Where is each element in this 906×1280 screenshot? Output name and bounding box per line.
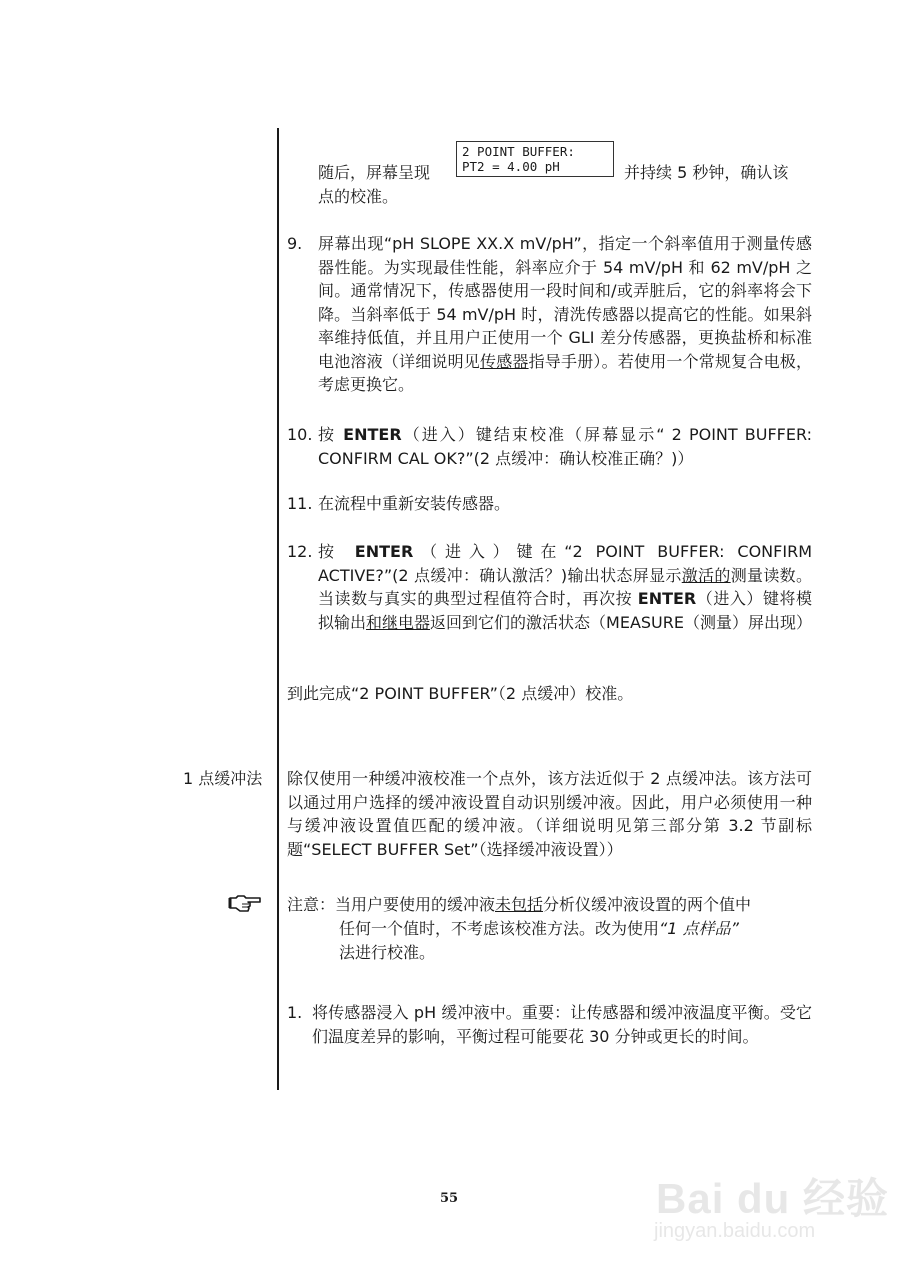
step11-number: 11. [287, 494, 313, 513]
step10-number: 10. [287, 425, 313, 444]
step12-part3: 测量读数。当读数与真实的典型过程值符合时，再次按 [318, 565, 812, 608]
watermark-brand: Bai du 经验 [656, 1175, 890, 1222]
step12-text [318, 540, 812, 634]
note-underline: 未包括 [495, 895, 544, 914]
note-part3: 任何一个值时，不考虑该校准方法。改为使用 [339, 919, 660, 938]
step10-enter-key: ENTER [343, 425, 402, 444]
lcd-line-1: 2 POINT BUFFER: [462, 144, 575, 159]
step12-number: 12. [287, 542, 313, 561]
note-part1: 注意：当用户要使用的缓冲液 [287, 895, 496, 914]
step12-underline-2: 和继电器 [366, 612, 431, 632]
note-italic: “1 点样品” [659, 919, 739, 938]
section-body: 除仅使用一种缓冲液校准一个点外，该方法近似于 2 点缓冲法。该方法可以通过用户选择的缓冲液设置自动识别缓冲液。因此，用户必须使用一种与缓冲液设置值匹配的缓冲液。（详细说明见第三部分第 3.2 节副标题“SELECT BUFFER Set”（选择缓冲液设置）） [287, 769, 812, 859]
step9-part2: 指导手册）。若使用一个常规复合电极，考虑更换它。 [318, 351, 812, 394]
step11-text: 在流程中重新安装传感器。 [318, 494, 511, 513]
step9-part1: 屏幕出现“pH SLOPE XX.X mV/pH”，指定一个斜率值用于测量传感器性能。为实现最佳性能，斜率应介于 54 mV/pH 和 62 mV/pH 之间。通常情况下，传感器使用一段时间和/或弄脏后，它的斜率将会下降。当斜率低于 54 mV/pH 时，清洗传感器以提高它的性能。如果斜率维持低值，并且用户正使用一个 GLI 差分传感器，更换盐桥和标准电池溶液（详细说明见 [318, 234, 812, 371]
step9-underline: 传感器 [480, 351, 529, 371]
step12-part1: 按 [318, 542, 355, 561]
step12-part5: 返回到它们的激活状态（MEASURE（测量）屏出现） [430, 612, 812, 632]
step8-suffix: 并持续 5 秒钟，确认该 [624, 163, 789, 182]
note-line-3: 法进行校准。 [339, 943, 436, 962]
step1-text: 将传感器浸入 pH 缓冲液中。重要：让传感器和缓冲液温度平衡。受它们温度差异的影响，平衡过程可能要花 30 分钟或更长的时间。 [312, 1003, 812, 1046]
watermark-url: jingyan.baidu.com [654, 1220, 816, 1242]
lcd-display [456, 141, 614, 177]
note-part2: 分析仪缓冲液设置的两个值中 [543, 895, 752, 914]
step9-number: 9. [287, 234, 303, 253]
step12-part4: （进入）键将模拟输出 [318, 589, 812, 632]
page-number: 55 [440, 1191, 459, 1206]
step10-text [318, 423, 812, 470]
margin-rule [277, 128, 279, 1090]
note-line-2 [339, 917, 812, 941]
step12-enter-key-1: ENTER [354, 542, 414, 561]
step8-prefix: 随后，屏幕呈现 [318, 163, 431, 182]
step10-part2: （进入）键结束校准（屏幕显示“ 2 POINT BUFFER: CONFIRM CAL OK?”(2 点缓冲：确认校准正确？)） [318, 425, 812, 468]
note-line-1 [287, 893, 812, 917]
pointing-hand-icon [228, 892, 262, 914]
step12-part2: （进入）键在“2 POINT BUFFER: CONFIRM ACTIVE?”(2 点缓冲：确认激活？)输出状态屏显示 [318, 542, 812, 585]
baidu-watermark [640, 1158, 890, 1253]
step1-number: 1. [287, 1003, 303, 1022]
lcd-line-2: PT2 = 4.00 pH [462, 159, 560, 174]
step12-underline-1: 激活的 [681, 565, 731, 585]
step9-text [318, 232, 812, 397]
step8-line2: 点的校准。 [318, 187, 399, 206]
section-side-heading: 1 点缓冲法 [183, 769, 263, 788]
conclusion-text: 到此完成“2 POINT BUFFER”（2 点缓冲）校准。 [287, 684, 634, 703]
step12-enter-key-2: ENTER [637, 589, 697, 608]
step10-part1: 按 [318, 425, 344, 444]
